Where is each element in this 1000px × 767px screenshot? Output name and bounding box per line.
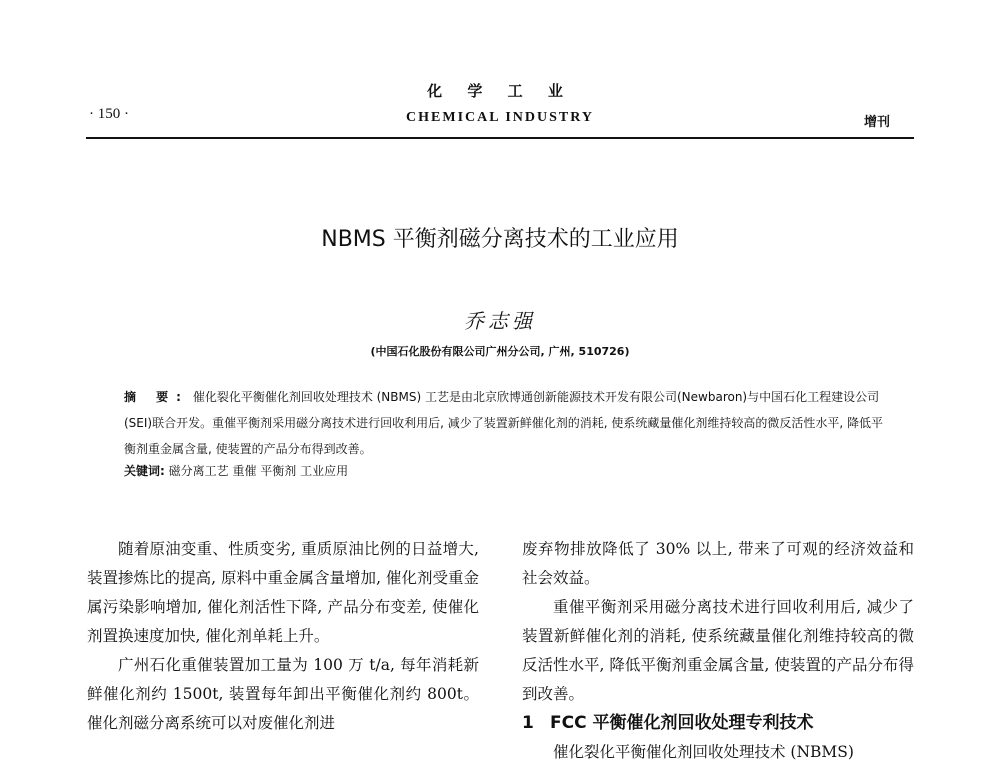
abstract-text: 催化裂化平衡催化剂回收处理技术 (NBMS) 工艺是由北京欣博通创新能源技术开发有限公司(Newbaron)与中国石化工程建设公司(SEI)联合开发。重催平衡剂采用磁分离技术进行回收利用后, 减少了装置新鲜催化剂的消耗, 使系统藏量催化剂维持较高的微反活性水平, 降低平衡剂重金属含量, 使装置的产品分布得到改善。 xyxy=(124,390,883,456)
section-title: FCC 平衡催化剂回收处理专利技术 xyxy=(550,713,814,733)
body-column-right xyxy=(522,535,914,767)
author-name: 乔志强 xyxy=(464,309,536,333)
section-number: 1 xyxy=(522,713,534,733)
paragraph: 催化裂化平衡催化剂回收处理技术 (NBMS) xyxy=(553,743,854,761)
abstract-label: 摘 要: xyxy=(124,390,189,404)
issue-label: 增刊 xyxy=(864,115,891,130)
journal-name-en: CHEMICAL INDUSTRY xyxy=(406,110,594,125)
keywords-text: 磁分离工艺 重催 平衡剂 工业应用 xyxy=(168,464,349,478)
article-title: NBMS 平衡剂磁分离技术的工业应用 xyxy=(321,227,679,252)
header-rule xyxy=(86,137,914,139)
journal-name-cn: 化 学 工 业 xyxy=(427,82,573,100)
section-heading xyxy=(522,709,914,738)
paragraph: 广州石化重催装置加工量为 100 万 t/a, 每年消耗新鲜催化剂约 1500t, 装置每年卸出平衡催化剂约 800t。催化剂磁分离系统可以对废催化剂进 xyxy=(87,656,479,732)
paragraph: 随着原油变重、性质变劣, 重质原油比例的日益增大, 装置掺炼比的提高, 原料中重金属含量增加, 催化剂受重金属污染影响增加, 催化剂活性下降, 产品分布变差, 使催化剂置换速度加快, 催化剂单耗上升。 xyxy=(87,540,479,645)
author-affiliation: (中国石化股份有限公司广州分公司, 广州, 510726) xyxy=(370,345,630,358)
body-column-left xyxy=(87,535,479,738)
keywords-label: 关键词: xyxy=(124,464,165,478)
paragraph: 重催平衡剂采用磁分离技术进行回收利用后, 减少了装置新鲜催化剂的消耗, 使系统藏量催化剂维持较高的微反活性水平, 降低平衡剂重金属含量, 使装置的产品分布得到改善。 xyxy=(522,598,914,703)
page-number: · 150 · xyxy=(89,106,129,122)
keywords xyxy=(124,462,348,479)
paragraph-continued: 废弃物排放降低了 30% 以上, 带来了可观的经济效益和社会效益。 xyxy=(522,540,914,587)
abstract xyxy=(124,384,884,462)
